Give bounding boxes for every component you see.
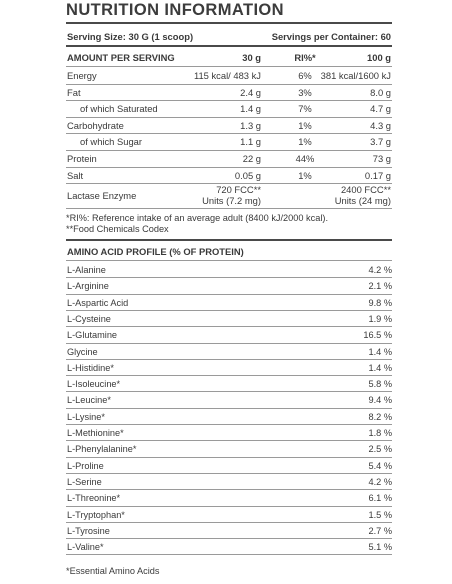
divider [66,133,392,134]
amino-acid-name: L-Proline [67,460,104,471]
nutrient-name: of which Sugar [80,136,143,148]
nutrient-name: Protein [67,153,97,164]
amino-acid-value: 5.4 % [368,460,392,471]
nutrient-per-100g: 4.3 g [370,119,391,131]
amino-acid-name: L-Lysine* [67,411,105,422]
amino-acid-value: 2.7 % [368,525,392,536]
amino-acid-value: 2.5 % [368,444,392,455]
nutrient-ri: 6% [298,70,312,81]
divider [66,440,392,441]
amino-acid-value: 4.2 % [368,265,392,275]
amino-acid-value: 1.5 % [368,509,392,520]
amino-acid-name: L-Isoleucine* [67,379,121,390]
header-per-serving: 30 g [242,52,261,63]
nutrient-ri: 44% [295,153,315,164]
divider [66,375,392,376]
nutrient-per-100g: 381 kcal/1600 kJ [320,70,391,81]
divider [66,150,392,151]
amino-acid-name: L-Tryptophan* [67,509,125,520]
nutrient-per-serving: 115 kcal/ 483 kJ [193,70,261,81]
amino-acid-value: 2.1 % [368,281,392,292]
divider [66,277,392,278]
page-title: NUTRITION INFORMATION [66,1,284,19]
amino-acid-value: 1.4 % [368,362,392,373]
essential-note: *Essential Amino Acids [66,566,160,576]
nutrient-name: Carbohydrate [67,119,124,131]
divider [66,343,392,344]
nutrient-ri: 7% [298,103,312,115]
lactase-per-serving-line1: 720 FCC** [216,184,261,195]
divider [66,359,392,360]
divider [66,310,392,311]
amino-acid-value: 1.8 % [368,428,392,438]
divider [66,117,392,118]
amino-acid-name: L-Tyrosine [67,525,110,536]
header-per-100g: 100 g [367,52,391,63]
amino-acid-name: L-Threonine* [67,493,121,504]
nutrient-name: Energy [67,70,97,81]
divider [66,408,392,409]
divider [66,22,392,24]
amino-acid-value: 5.1 % [368,542,392,553]
divider [66,260,392,261]
divider [66,326,392,327]
divider [66,167,392,168]
amino-acid-name: L-Leucine* [67,395,111,406]
nutrient-name: Fat [67,86,81,98]
nutrient-per-100g: 0.17 g [364,169,391,181]
amino-acid-name: L-Cysteine [67,313,111,324]
amino-acid-name: L-Arginine [67,281,109,292]
amino-acid-value: 1.9 % [368,313,392,324]
serving-size: Serving Size: 30 G (1 scoop) [67,31,194,42]
nutrient-ri: 3% [298,86,312,98]
divider [66,489,392,490]
nutrient-name: of which Saturated [80,103,158,115]
amino-acid-value: 4.2 % [368,476,392,487]
nutrient-per-100g: 4.7 g [370,103,391,115]
nutrient-per-100g: 73 g [372,153,391,164]
nutrient-per-serving: 0.05 g [234,169,261,181]
nutrient-ri: 1% [298,169,312,181]
header-ri: RI%* [294,52,316,63]
divider [66,538,392,539]
lactase-per-100g-line2: Units (24 mg) [334,195,391,206]
divider [66,84,392,85]
footnote-fcc: **Food Chemicals Codex [66,224,169,234]
nutrient-per-serving: 2.4 g [240,86,261,98]
nutrient-per-serving: 22 g [242,153,261,164]
nutrient-per-100g: 8.0 g [370,86,391,98]
nutrient-per-serving: 1.4 g [240,103,261,115]
amino-acid-name: L-Histidine* [67,362,114,373]
header-label: AMOUNT PER SERVING [67,52,175,63]
amino-acid-value: 9.4 % [368,395,392,406]
divider [66,424,392,425]
lactase-per-serving-line2: Units (7.2 mg) [202,195,261,206]
divider [66,554,392,555]
nutrient-ri: 1% [298,136,312,148]
amino-acid-value: 16.5 % [363,330,392,341]
amino-acid-name: L-Serine [67,476,102,487]
amino-acid-value: 8.2 % [368,411,392,422]
nutrient-per-100g: 3.7 g [370,136,391,148]
divider [66,66,392,67]
amino-acid-name: Glycine [67,346,98,357]
amino-acid-value: 5.8 % [368,379,392,390]
lactase-name: Lactase Enzyme [67,190,137,201]
divider [66,45,392,47]
divider [66,473,392,474]
amino-acid-name: L-Methionine* [67,428,124,438]
divider [66,239,392,241]
nutrient-per-serving: 1.1 g [240,136,261,148]
nutrient-ri: 1% [298,119,312,131]
divider [66,208,392,209]
amino-acid-value: 1.4 % [368,346,392,357]
nutrient-per-serving: 1.3 g [240,119,261,131]
divider [66,457,392,458]
divider [66,522,392,523]
amino-acid-name: L-Aspartic Acid [67,297,129,308]
divider [66,100,392,101]
amino-acid-name: L-Valine* [67,542,104,553]
amino-acid-name: L-Alanine [67,265,106,275]
footnote-ri: *RI%: Reference intake of an average adult (8400 kJ/2000 kcal). [66,213,328,223]
servings-per-container: Servings per Container: 60 [271,31,391,42]
divider [66,391,392,392]
lactase-per-100g-line1: 2400 FCC** [340,184,391,195]
amino-acid-name: L-Phenylalanine* [67,444,137,455]
divider [66,294,392,295]
amino-acid-name: L-Glutamine [67,330,118,341]
amino-acid-value: 9.8 % [368,297,392,308]
amino-title-text: AMINO ACID PROFILE (% OF PROTEIN) [67,246,244,257]
divider [66,506,392,507]
nutrient-name: Salt [67,169,84,181]
amino-acid-value: 6.1 % [368,493,392,504]
